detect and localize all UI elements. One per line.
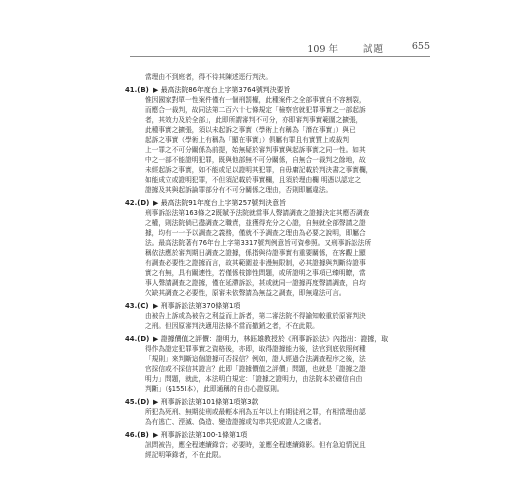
- text-line: 據，均有一一予以調查之義務，僅就不予調查之理由為必要之說明，即屬合: [145, 229, 366, 237]
- answer-number: 44.(D): [125, 335, 150, 343]
- running-header: [130, 41, 430, 55]
- answer-source: 最高法院91年度台上字第257號判決意旨: [160, 199, 286, 207]
- answer-source: 刑事訴訟法第370條第1項: [160, 302, 241, 310]
- text-line: 上一罪之不可分關係為前提，始無疑於審判事實與起訴事實之同一性。如其: [145, 146, 366, 154]
- text-line: 實之有無，具有關連性，若僅係枝節性問題，或所證明之事項已臻明瞭，當: [145, 269, 366, 277]
- answer-number: 46.(B): [125, 431, 149, 439]
- answer-source: 刑事訴訟法第101條第1項第3款: [160, 398, 259, 406]
- page-number: 655: [411, 41, 430, 52]
- answer-item: [125, 334, 435, 394]
- answer-heading: [125, 85, 435, 95]
- answer-number: 41.(B): [125, 86, 149, 94]
- header-rule: [130, 56, 430, 57]
- bullet: ▶: [153, 86, 161, 94]
- text-line: 所犯為死刑、無期徒刑或最輕本刑為五年以上有期徒刑之罪，有相當理由認: [145, 408, 366, 416]
- text-line: 「規則」來判斷這個證據可否採信？例如，證人經過合法調查程序之後，法: [145, 355, 366, 363]
- text-line: 得作為證定犯罪事實之資格後，亦即，取得證據能力後，法官到底依照何種: [145, 345, 366, 353]
- text-line: 惟因國家對單一性案件僅有一個刑罰權，此種案件之全部事實自不容割裂，: [145, 96, 366, 104]
- bullet: ▶: [153, 335, 161, 343]
- text-line: 判斷」（§155Ⅰ本），此即通稱的自由心證原則。: [145, 385, 284, 393]
- text-line: 如能成立或證明犯罪，不但須記載於事實欄，且須於理由欄 明憑以認定之: [145, 176, 362, 184]
- text-line: 明力」問題，就此，本法明白規定：「證據之證明力，由法院本於確信自由: [145, 375, 363, 383]
- answer-heading: [125, 334, 435, 344]
- answer-number: 42.(D): [125, 199, 150, 207]
- text-line: 法。最高法院著有76年台上字第3317號判例意旨可資參照。又刑事訴訟法所: [145, 239, 372, 247]
- text-line: 事人聲請調查之證據，僅在延滯訴訟，甚或就同一證據再度聲請調查，自均: [145, 279, 366, 287]
- answer-heading: [125, 397, 435, 407]
- text-line: 之刑。但因原審判決適用法條不當而撤銷之者，不在此限。: [145, 322, 319, 330]
- text-line: 證據及其與起訴論罪部分有不可分關係之理由，否則即屬違法。: [145, 186, 333, 194]
- answer-heading: [125, 430, 435, 440]
- answer-source: 最高法院86年度台上字第3764號判決要旨: [160, 86, 291, 94]
- answer-item: [125, 85, 435, 195]
- text-line: 稱依法應於審判期日調查之證據，係指與待證事實有重要關係，在客觀上顯: [145, 249, 366, 257]
- text-line: 欠缺其調查之必要性，原審未依聲請為無益之調查，即無違法可言。: [145, 289, 346, 297]
- text-line: 者，其效力及於全部」，此即所謂審判不可分，亦即審判事實範圍之擴張，: [145, 116, 363, 124]
- answer-number: 43.(C): [125, 302, 149, 310]
- text-line: 官採信或不採信其證言？此即「證據價值之評價」問題，也就是「證據之證: [145, 365, 366, 373]
- text-line: 未經起訴之事實，如不能或足以證明其犯罪，自毋庸記載於判決書之事實欄，: [145, 166, 373, 174]
- text-line: 有調查必要性之證據而言，故其範圍並非漫無限制，必其證據與判斷待證事: [145, 259, 366, 267]
- answer-item: [125, 397, 435, 427]
- answer-item: [125, 301, 435, 331]
- continued-text: [125, 72, 435, 82]
- text-line: 此種事實之擴張，須以未起訴之事實（學術上有稱為「潛在事實」）與已: [145, 126, 356, 134]
- answer-source: 刑事訴訟法第100-1條第1項: [160, 431, 248, 439]
- text-line: 訊問被告，應全程連續錄音；必要時，並應全程連續錄影。但有急迫情況且: [145, 441, 366, 449]
- answer-number: 45.(D): [125, 398, 150, 406]
- header-year: 109 年: [307, 44, 338, 55]
- text-line: 刑事訴訟法第163條之2既賦予法院就當事人聲請調查之證據決定其應否調查: [145, 209, 370, 217]
- text-line: 起訴之事實（學術上有稱為「顯在事實」）俱屬有罪且有實質上或裁判: [145, 136, 349, 144]
- answer-heading: [125, 198, 435, 208]
- answer-source: 證據價值之評價：證明力，林鈺雄教授於《刑事訴訟法》內指出：證據，取: [160, 335, 389, 343]
- answer-item: [125, 198, 435, 298]
- text-line: 之權，則法院倘已盡調查之職責，並獲得充分之心證，自無就全部聲請之證: [145, 219, 366, 227]
- text-line: 當理由不到庭者，得不待其陳述逕行判決。: [145, 73, 273, 81]
- text-line: 中之一部不能證明犯罪，既與他部無不可分關係，自無合一裁判之餘地，故: [145, 156, 366, 164]
- text-line: 為有逃亡、湮滅、偽造、變造證據或勾串共犯或證人之虞者。: [145, 418, 326, 426]
- header-label: 試題: [362, 44, 384, 55]
- bullet: ▶: [153, 431, 161, 439]
- answer-explanations: [125, 72, 435, 460]
- answer-item: [125, 430, 435, 460]
- bullet: ▶: [153, 199, 161, 207]
- text-line: 由被告上訴或為被告之利益而上訴者，第二審法院不得諭知較重於原審判決: [145, 312, 366, 320]
- bullet: ▶: [153, 398, 161, 406]
- text-line: 而應合一裁判，故同法第二百六十七條規定「檢察官就犯罪事實之一部起訴: [145, 106, 366, 114]
- answer-heading: [125, 301, 435, 311]
- bullet: ▶: [153, 302, 161, 310]
- text-line: 經記明筆錄者，不在此限。: [145, 451, 226, 459]
